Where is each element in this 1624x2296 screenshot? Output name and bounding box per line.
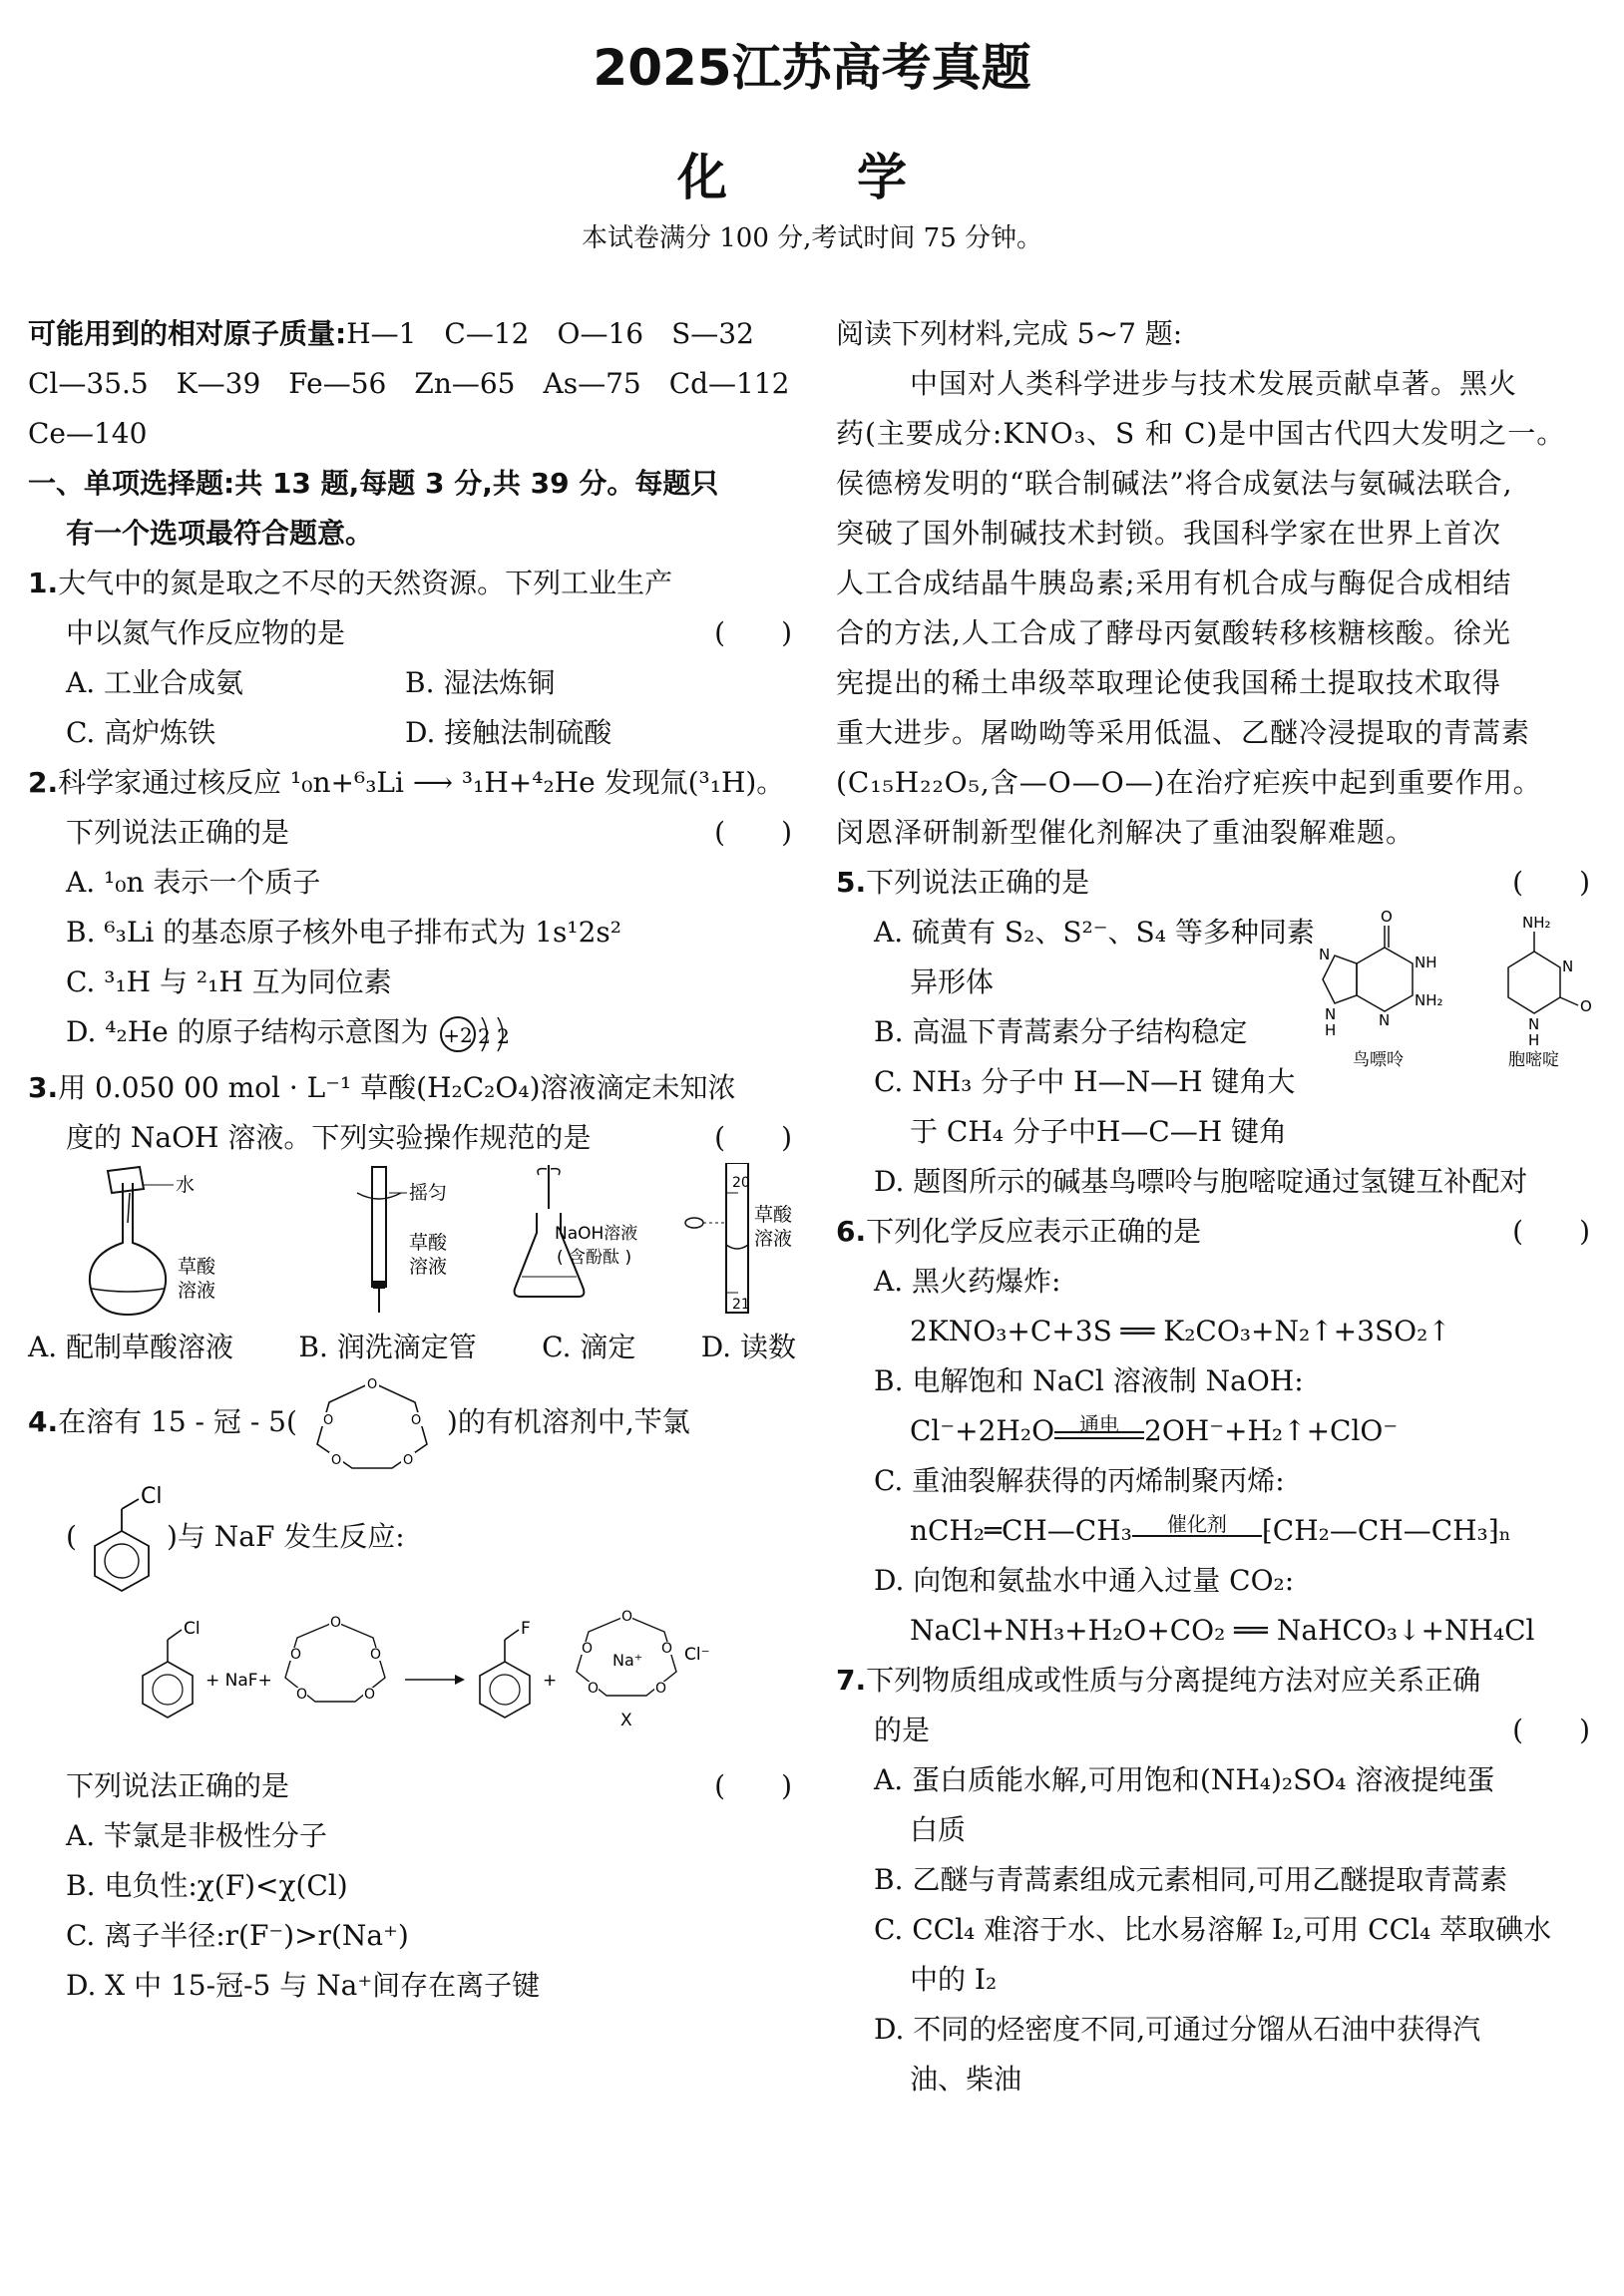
crown-ether-structure — [297, 1374, 447, 1474]
svg-text:O: O — [296, 1687, 308, 1703]
titration-flask-figure — [515, 1165, 638, 1297]
svg-text:O: O — [410, 1412, 422, 1428]
eq-left: Cl⁻+2H₂O — [910, 1414, 1055, 1447]
passage-line: 药(主要成分:KNO₃、S 和 C)是中国古代四大发明之一。 — [836, 417, 1566, 450]
svg-text:O: O — [1381, 908, 1393, 926]
answer-blank: ( ) — [714, 1121, 792, 1154]
question-number: 1. — [28, 567, 59, 599]
svg-text:NH₂: NH₂ — [1415, 991, 1443, 1009]
question-text: 度的 NaOH 溶液。下列实验操作规范的是 — [66, 1121, 592, 1154]
right-column — [836, 309, 1604, 2105]
scale-20: 20 — [732, 1175, 750, 1191]
svg-text:Cl⁻: Cl⁻ — [684, 1645, 710, 1665]
option-a: A. 硫黄有 S₂、S²⁻、S₄ 等多种同素 — [874, 916, 1315, 949]
eq-right: 2OH⁻+H₂↑+ClO⁻ — [1144, 1414, 1399, 1447]
reading-intro: 阅读下列材料,完成 5~7 题: — [836, 317, 1183, 350]
eq-condition: 催化剂 — [1166, 1511, 1227, 1536]
label-naoh: NaOH溶液 — [555, 1224, 638, 1244]
question-4-stem-cont — [28, 1472, 806, 1602]
svg-text:O: O — [661, 1641, 673, 1657]
option-b: B. 湿法炼铜 — [405, 666, 556, 699]
label-solution: 溶液 — [754, 1228, 793, 1250]
answer-blank: ( ) — [714, 616, 792, 649]
cytosine-label: 胞嘧啶 — [1508, 1050, 1559, 1070]
question-text: 大气中的氮是取之不尽的天然资源。下列工业生产 — [58, 567, 673, 599]
question-text: )与 NaF 发生反应: — [166, 1520, 405, 1553]
svg-text:Na⁺: Na⁺ — [612, 1651, 643, 1670]
passage-line: 合的方法,人工合成了酵母丙氨酸转移核糖核酸。徐光 — [836, 616, 1511, 649]
option-d-equation: NaCl+NH₃+H₂O+CO₂ ══ NaHCO₃↓+NH₄Cl — [910, 1614, 1535, 1647]
option-c: C. NH₃ 分子中 H—N—H 键角大 — [874, 1065, 1296, 1098]
option-a: A. 蛋白质能水解,可用饱和(NH₄)₂SO₄ 溶液提纯蛋 — [874, 1763, 1495, 1796]
svg-text:O: O — [588, 1681, 600, 1697]
svg-text:O: O — [364, 1687, 376, 1703]
label-shake: 摇匀 — [409, 1182, 448, 1204]
option-a-cont: 白质 — [910, 1813, 967, 1846]
question-7-stem — [836, 1656, 1604, 1706]
section-heading-cont: 有一个选项最符合题意。 — [66, 517, 374, 550]
option-b: B. 润洗滴定管 — [298, 1331, 477, 1363]
shell-electrons: 2 2 — [477, 1023, 510, 1048]
question-text: )的有机溶剂中,苄氯 — [446, 1405, 690, 1438]
guanine-structure — [1319, 908, 1443, 1070]
question-1-options-row2 — [28, 708, 806, 758]
question-5-body — [836, 908, 1604, 1207]
question-1-stem-cont — [28, 608, 806, 658]
plus-sign: + — [543, 1671, 558, 1691]
option-b: B. 乙醚与青蒿素组成元素相同,可用乙醚提取青蒿素 — [874, 1863, 1508, 1896]
question-number: 2. — [28, 766, 59, 799]
question-3-stem-cont — [28, 1113, 806, 1163]
atomic-mass-line-2: Cl—35.5 K—39 Fe—56 Zn—65 As—75 Cd—112 — [28, 367, 790, 400]
svg-text:O: O — [366, 1376, 378, 1392]
eq-left: nCH₂═CH—CH₃ — [910, 1514, 1132, 1547]
burette-figure — [357, 1167, 448, 1313]
section-heading: 一、单项选择题:共 13 题,每题 3 分,共 39 分。每题只 — [28, 467, 719, 500]
option-b: B. 电解饱和 NaCl 溶液制 NaOH: — [874, 1364, 1304, 1397]
option-c: C. 重油裂解获得的丙烯制聚丙烯: — [874, 1464, 1285, 1497]
atomic-mass-line-1 — [28, 309, 806, 359]
option-c: C. ³₁H 与 ²₁H 互为同位素 — [66, 965, 392, 998]
question-1-options-row1 — [28, 658, 806, 708]
question-text: 下列说法正确的是 — [866, 866, 1090, 899]
option-c-cont: 于 CH₄ 分子中H—C—H 键角 — [910, 1115, 1288, 1148]
option-a: A. ¹₀n 表示一个质子 — [66, 866, 321, 899]
scale-21: 21 — [732, 1297, 750, 1313]
option-c: C. 高炉炼铁 — [66, 716, 216, 749]
label-phenolphthalein: ( 含酚酞 ) — [557, 1248, 632, 1268]
question-3-options — [28, 1323, 806, 1372]
question-text: 科学家通过核反应 ¹₀n+⁶₃Li ⟶ ³₁H+⁴₂He 发现氚(³₁H)。 — [58, 766, 785, 799]
passage-line: 中国对人类科学进步与技术发展贡献卓著。黑火 — [910, 367, 1518, 400]
question-number: 7. — [836, 1664, 867, 1697]
passage-line: 重大进步。屠呦呦等采用低温、乙醚冷浸提取的青蒿素 — [836, 716, 1531, 749]
svg-text:O: O — [330, 1452, 342, 1468]
label-oxalic: 草酸 — [754, 1204, 793, 1226]
option-d-cont: 油、柴油 — [910, 2063, 1022, 2096]
option-a: A. 黑火药爆炸: — [874, 1265, 1061, 1298]
eq-right: ⁅CH₂—CH—CH₃⁆ₙ — [1261, 1514, 1511, 1547]
q3-apparatus-figures — [28, 1163, 806, 1323]
question-7-stem-cont — [836, 1706, 1604, 1755]
svg-text:N: N — [1562, 957, 1574, 975]
option-a: A. 工业合成氨 — [66, 666, 244, 699]
question-text: 下列说法正确的是 — [66, 816, 290, 849]
label-oxalic: 草酸 — [409, 1232, 448, 1254]
reading-burette-figure — [685, 1163, 793, 1313]
svg-text:H: H — [1528, 1031, 1540, 1049]
answer-blank: ( ) — [1512, 1714, 1590, 1746]
question-number: 6. — [836, 1215, 867, 1248]
svg-text:X: X — [620, 1711, 632, 1730]
question-5-stem — [836, 858, 1604, 908]
svg-text:O: O — [655, 1681, 667, 1697]
question-text: 的是 — [874, 1714, 931, 1746]
svg-text:O: O — [330, 1615, 342, 1631]
option-b-equation — [836, 1406, 1604, 1456]
plus-naf: + NaF+ — [205, 1671, 272, 1691]
question-4-stem-3 — [28, 1761, 806, 1811]
answer-blank: ( ) — [714, 1769, 792, 1802]
cytosine-structure — [1508, 914, 1592, 1070]
label-oxalic: 草酸 — [178, 1256, 216, 1278]
option-b: B. 电负性:χ(F)<χ(Cl) — [66, 1869, 348, 1902]
volumetric-flask-figure — [90, 1167, 216, 1315]
eye-icon — [685, 1218, 703, 1228]
atomic-mass-values-1: H—1 C—12 O—16 S—32 — [346, 317, 754, 350]
svg-text:N: N — [1319, 946, 1331, 963]
option-d: D. 向饱和氨盐水中通入过量 CO₂: — [874, 1564, 1295, 1597]
svg-text:NH₂: NH₂ — [1522, 914, 1551, 932]
svg-text:Cl: Cl — [184, 1619, 201, 1639]
svg-text:Cl: Cl — [140, 1483, 163, 1509]
option-d-text: D. ⁴₂He 的原子结构示意图为 — [66, 1015, 429, 1048]
svg-text:O: O — [621, 1609, 633, 1625]
option-d: D. 读数 — [700, 1331, 796, 1363]
atomic-mass-label: 可能用到的相对原子质量: — [28, 317, 347, 350]
option-c: C. 滴定 — [542, 1331, 636, 1363]
option-c: C. CCl₄ 难溶于水、比水易溶解 I₂,可用 CCl₄ 萃取碘水 — [874, 1913, 1552, 1946]
option-a: A. 配制草酸溶液 — [28, 1331, 234, 1363]
question-text: 在溶有 15 - 冠 - 5( — [58, 1405, 297, 1438]
question-6-stem — [836, 1207, 1604, 1257]
passage-line: 突破了国外制碱技术封锁。我国科学家在世界上首次 — [836, 517, 1502, 550]
option-a-equation: 2KNO₃+C+3S ══ K₂CO₃+N₂↑+3SO₂↑ — [910, 1315, 1451, 1347]
exam-title: 2025江苏高考真题 — [593, 39, 1031, 97]
label-solution: 溶液 — [409, 1256, 448, 1278]
passage-line: 宪提出的稀土串级萃取理论使我国稀土提取技术取得 — [836, 666, 1502, 699]
left-column — [28, 309, 806, 2011]
option-d: D. X 中 15-冠-5 与 Na⁺间存在离子键 — [66, 1969, 541, 2002]
benzyl-chloride-structure — [77, 1479, 167, 1599]
question-1-stem — [28, 559, 806, 608]
subject-title: 化 学 — [677, 149, 947, 206]
question-text: 下列说法正确的是 — [66, 1769, 290, 1802]
reading-passage — [836, 359, 1604, 858]
atomic-mass-line-3: Ce—140 — [28, 417, 148, 450]
answer-blank: ( ) — [1512, 1215, 1590, 1248]
answer-blank: ( ) — [714, 816, 792, 849]
question-number: 3. — [28, 1071, 59, 1104]
label-solution: 溶液 — [178, 1280, 216, 1302]
q4-reaction-scheme — [28, 1602, 806, 1761]
option-c: C. 离子半径:r(F⁻)>r(Na⁺) — [66, 1919, 409, 1952]
question-text: 下列化学反应表示正确的是 — [866, 1215, 1202, 1248]
passage-line: 人工合成结晶牛胰岛素;采用有机合成与酶促合成相结 — [836, 567, 1512, 599]
guanine-label: 鸟嘌呤 — [1353, 1050, 1404, 1070]
atom-structure-diagram — [438, 1011, 518, 1057]
question-text: 下列物质组成或性质与分离提纯方法对应关系正确 — [866, 1664, 1481, 1697]
base-structures — [1313, 908, 1602, 1097]
label-water: 水 — [176, 1174, 196, 1196]
question-text: 用 0.050 00 mol · L⁻¹ 草酸(H₂C₂O₄)溶液滴定未知浓 — [58, 1071, 736, 1104]
option-c-cont: 中的 I₂ — [910, 1963, 998, 1996]
nucleus-charge: +2 — [442, 1022, 473, 1047]
svg-text:N: N — [1325, 1005, 1337, 1023]
svg-text:O: O — [290, 1647, 302, 1663]
question-4-stem — [28, 1372, 806, 1472]
eq-condition: 通电 — [1079, 1411, 1120, 1436]
answer-blank: ( ) — [1512, 866, 1590, 899]
question-text: ( — [66, 1520, 77, 1553]
svg-text:O: O — [582, 1641, 594, 1657]
option-a: A. 苄氯是非极性分子 — [66, 1819, 328, 1852]
svg-text:O: O — [370, 1647, 382, 1663]
question-number: 4. — [28, 1405, 59, 1438]
svg-text:N: N — [1528, 1015, 1540, 1033]
option-d — [28, 1007, 806, 1063]
passage-line: (C₁₅H₂₂O₅,含—O—O—)在治疗疟疾中起到重要作用。 — [836, 766, 1542, 799]
question-3-stem — [28, 1063, 806, 1113]
option-d: D. 题图所示的碱基鸟嘌呤与胞嘧啶通过氢键互补配对 — [874, 1165, 1528, 1198]
option-d: D. 不同的烃密度不同,可通过分馏从石油中获得汽 — [874, 2013, 1481, 2046]
option-a-cont: 异形体 — [910, 965, 995, 998]
passage-line: 侯德榜发明的“联合制碱法”将合成氨法与氨碱法联合, — [836, 467, 1513, 500]
question-2-stem — [28, 758, 806, 808]
question-text: 中以氮气作反应物的是 — [66, 616, 346, 649]
svg-text:N: N — [1379, 1011, 1391, 1029]
option-d: D. 接触法制硫酸 — [405, 716, 612, 749]
option-b: B. ⁶₃Li 的基态原子核外电子排布式为 1s¹2s² — [66, 916, 621, 949]
svg-text:NH: NH — [1415, 954, 1437, 971]
svg-text:O: O — [322, 1412, 334, 1428]
question-2-stem-cont — [28, 808, 806, 858]
option-b: B. 高温下青蒿素分子结构稳定 — [874, 1015, 1248, 1048]
svg-text:O: O — [402, 1452, 414, 1468]
svg-text:F: F — [521, 1619, 531, 1639]
option-c-equation — [836, 1506, 1604, 1556]
svg-text:H: H — [1325, 1021, 1337, 1039]
passage-line: 闵恩泽研制新型催化剂解决了重油裂解难题。 — [836, 816, 1416, 849]
svg-text:O: O — [1580, 997, 1592, 1015]
exam-note: 本试卷满分 100 分,考试时间 75 分钟。 — [581, 223, 1043, 253]
question-number: 5. — [836, 866, 867, 899]
